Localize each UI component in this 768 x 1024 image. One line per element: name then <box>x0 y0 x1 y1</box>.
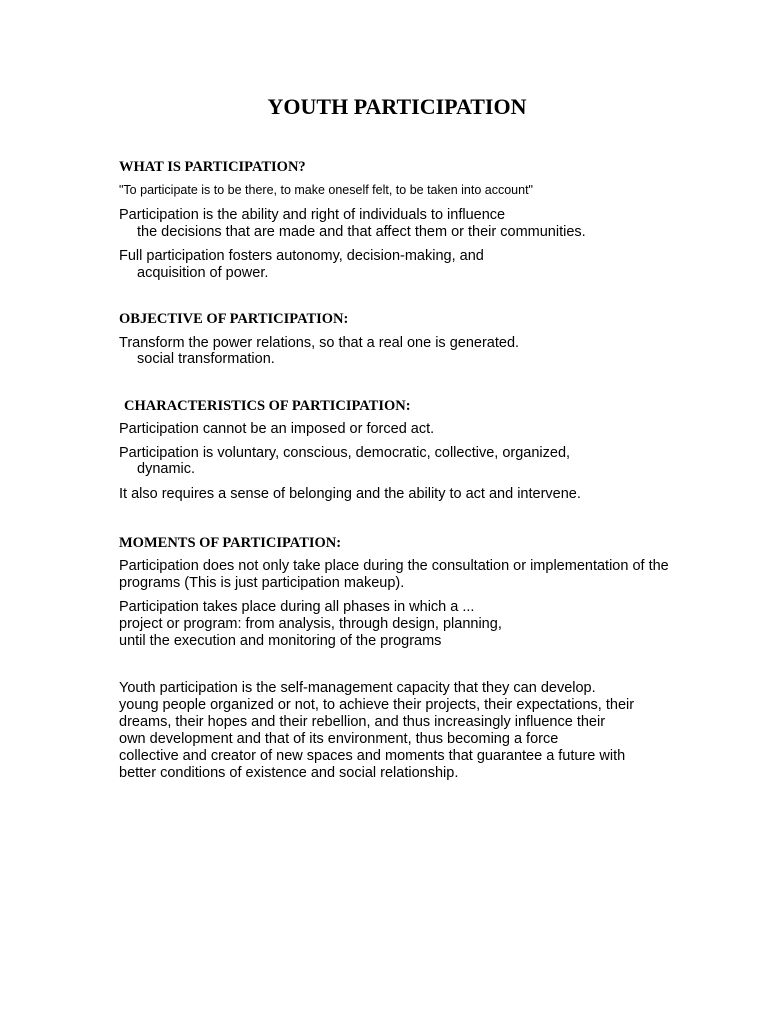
paragraph-line: project or program: from analysis, through design, planning, <box>119 616 502 632</box>
paragraph-line: Full participation fosters autonomy, decision-making, and <box>119 248 484 264</box>
section-heading-moments: MOMENTS OF PARTICIPATION: <box>119 535 342 551</box>
paragraph-line: Participation cannot be an imposed or forced act. <box>119 421 435 437</box>
paragraph-line: acquisition of power. <box>137 265 269 281</box>
paragraph-line: own development and that of its environment, thus becoming a force <box>119 731 559 747</box>
paragraph-line: social transformation. <box>137 351 275 367</box>
paragraph-line: collective and creator of new spaces and moments that guarantee a future with <box>119 748 626 764</box>
section-heading-characteristics: CHARACTERISTICS OF PARTICIPATION: <box>124 398 411 414</box>
paragraph-line: It also requires a sense of belonging and the ability to act and intervene. <box>119 486 581 502</box>
paragraph-line: the decisions that are made and that affect them or their communities. <box>137 224 586 240</box>
section-heading-what-is-participation: WHAT IS PARTICIPATION? <box>119 159 306 175</box>
definition-quote: "To participate is to be there, to make oneself felt, to be taken into account" <box>119 183 533 197</box>
paragraph-line: dreams, their hopes and their rebellion, and thus increasingly influence their <box>119 714 606 730</box>
paragraph-line: Participation does not only take place during the consultation or implementation of the <box>119 558 669 574</box>
paragraph-line: Participation is the ability and right of individuals to influence <box>119 207 506 223</box>
paragraph-line: young people organized or not, to achieve their projects, their expectations, their <box>119 697 635 713</box>
paragraph-line: programs (This is just participation makeup). <box>119 575 405 591</box>
document-title: YOUTH PARTICIPATION <box>267 94 527 119</box>
paragraph-line: Participation is voluntary, conscious, democratic, collective, organized, <box>119 445 571 461</box>
paragraph-line: Participation takes place during all phases in which a ... <box>119 599 475 615</box>
section-heading-objective: OBJECTIVE OF PARTICIPATION: <box>119 311 349 327</box>
paragraph-line: until the execution and monitoring of the programs <box>119 633 442 649</box>
paragraph-line: Youth participation is the self-management capacity that they can develop. <box>119 680 596 696</box>
paragraph-line: better conditions of existence and social relationship. <box>119 765 459 781</box>
paragraph-line: Transform the power relations, so that a real one is generated. <box>119 335 520 351</box>
paragraph-line: dynamic. <box>137 461 196 477</box>
